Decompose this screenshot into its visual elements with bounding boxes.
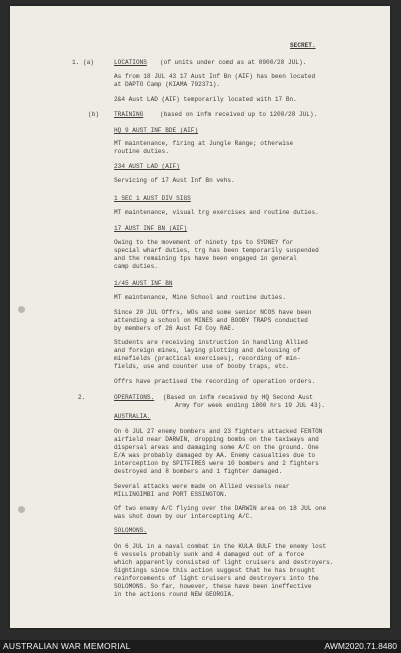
paragraph-line: attending a school on MINES and BOOBY TRAPS conducted [114, 317, 308, 324]
paragraph-line: airfield near DARWIN, dropping bombs on the taxiways and [114, 436, 319, 443]
paragraph-line: special wharf duties, trg has been temporarily suspended [114, 247, 319, 254]
paragraph-line: SOLOMONS. So far, however, these have been ineffective [114, 583, 312, 590]
unit-heading: 234 AUST LAD (AIF) [114, 163, 180, 170]
punch-hole [18, 506, 25, 513]
section-heading: TRAINING [114, 111, 144, 118]
paragraph-line: by members of 26 Aust Fd Coy RAE. [114, 325, 235, 332]
paragraph-line: Owing to the movement of ninety tps to SYDNEY for [114, 239, 294, 246]
region-heading: AUSTRALIA. [114, 413, 151, 420]
paragraph-line: 6 vessels probably sunk and 4 damaged out of a force [114, 551, 305, 558]
paragraph-line: MT maintenance, visual trg exercises and routine duties. [114, 209, 319, 216]
classification-label: SECRET. [290, 42, 316, 49]
section-note: (of units under comd as at 0900/28 JUL). [160, 59, 307, 66]
paragraph-line: destroyed and 8 bombers and 1 fighter damaged. [114, 468, 283, 475]
paragraph-line: MT maintenance, Mine School and routine duties. [114, 294, 286, 301]
section-number: 2. [78, 394, 86, 401]
paragraph-line: at DAPTO Camp (KIAMA 792371). [114, 81, 221, 88]
paragraph-line: As from 18 JUL 43 17 Aust Inf Bn (AIF) has been located [114, 73, 316, 80]
unit-heading: 1/45 AUST INF BN [114, 280, 173, 287]
unit-heading: HQ 9 AUST INF BDE (AIF) [114, 127, 199, 134]
paragraph-line: On 6 JUL 27 enemy bombers and 23 fighters attacked FENTON [114, 428, 323, 435]
paragraph-line: Students are receiving instruction in handling Allied [114, 339, 308, 346]
section-note: (Based on infm received by HQ Second Aust [163, 394, 313, 401]
unit-heading: 17 AUST INF BN (AIF) [114, 225, 188, 232]
paragraph-line: fields, use and counter use of booby traps, etc. [114, 363, 290, 370]
paragraph-line: minefields (practical exercises), recording of min- [114, 355, 301, 362]
paragraph-line: MT maintenance, firing at Jungle Range; otherwise [114, 140, 294, 147]
archive-footer [0, 640, 401, 653]
paragraph-line: interception by SPITFIRES were 10 bombers and 2 fighters [114, 460, 319, 467]
paragraph-line: Sightings since this action suggest that he has brought [114, 567, 316, 574]
section-number: 1. (a) [72, 59, 94, 66]
section-note: (based on infm received up to 1200/28 JUL). [160, 111, 318, 118]
paragraph-line: was shot down by our intercepting A/C. [114, 513, 253, 520]
paragraph-line: and foreign mines, laying plotting and delousing of [114, 347, 301, 354]
paragraph-line: Several attacks were made on Allied vessels near [114, 483, 290, 490]
paragraph-line: 2&4 Aust LAD (AIF) temporarily located with 17 Bn. [114, 96, 297, 103]
paragraph-line: dispersal areas and damaging some A/C on the ground. One [114, 444, 319, 451]
punch-hole [18, 306, 25, 313]
paragraph-line: which apparently consisted of light cruisers and destroyers. [114, 559, 334, 566]
paragraph-line: On 6 JUL in a naval combat in the KULA GULF the enemy lost [114, 543, 327, 550]
section-heading: LOCATIONS [114, 59, 147, 66]
paragraph-line: in the actions round NEW GEORGIA. [114, 591, 235, 598]
paragraph-line: reinforcements of light cruisers and destroyers into the [114, 575, 319, 582]
paragraph-line: Of two enemy A/C flying over the DARWIN area on 18 JUL one [114, 505, 327, 512]
unit-heading: 1 SEC 1 AUST DIV SIGS [114, 195, 191, 202]
footer-institution: AUSTRALIAN WAR MEMORIAL [3, 641, 131, 651]
footer-accession-number: AWM2020.71.8480 [324, 641, 397, 651]
paragraph-line: Since 20 JUL Offrs, WOs and some senior NCOS have been [114, 309, 312, 316]
section-heading: OPERATIONS. [114, 394, 155, 401]
paragraph-line: Offrs have practised the recording of operation orders. [114, 378, 316, 385]
paragraph-line: routine duties. [114, 148, 169, 155]
section-number: (b) [88, 111, 99, 118]
region-heading: SOLOMONS. [114, 527, 147, 534]
paragraph-line: Servicing of 17 Aust Inf Bn vehs. [114, 177, 235, 184]
paragraph-line: camp duties. [114, 263, 158, 270]
paragraph-line: E/A was probably damaged by AA. Enemy casualties due to [114, 452, 316, 459]
paragraph-line: and the remaining tps have been engaged in general [114, 255, 297, 262]
section-note: Army for week ending 1800 hrs 19 JUL 43). [175, 402, 325, 409]
paragraph-line: MILLINGIMBI and PORT ESSINGTON. [114, 491, 228, 498]
